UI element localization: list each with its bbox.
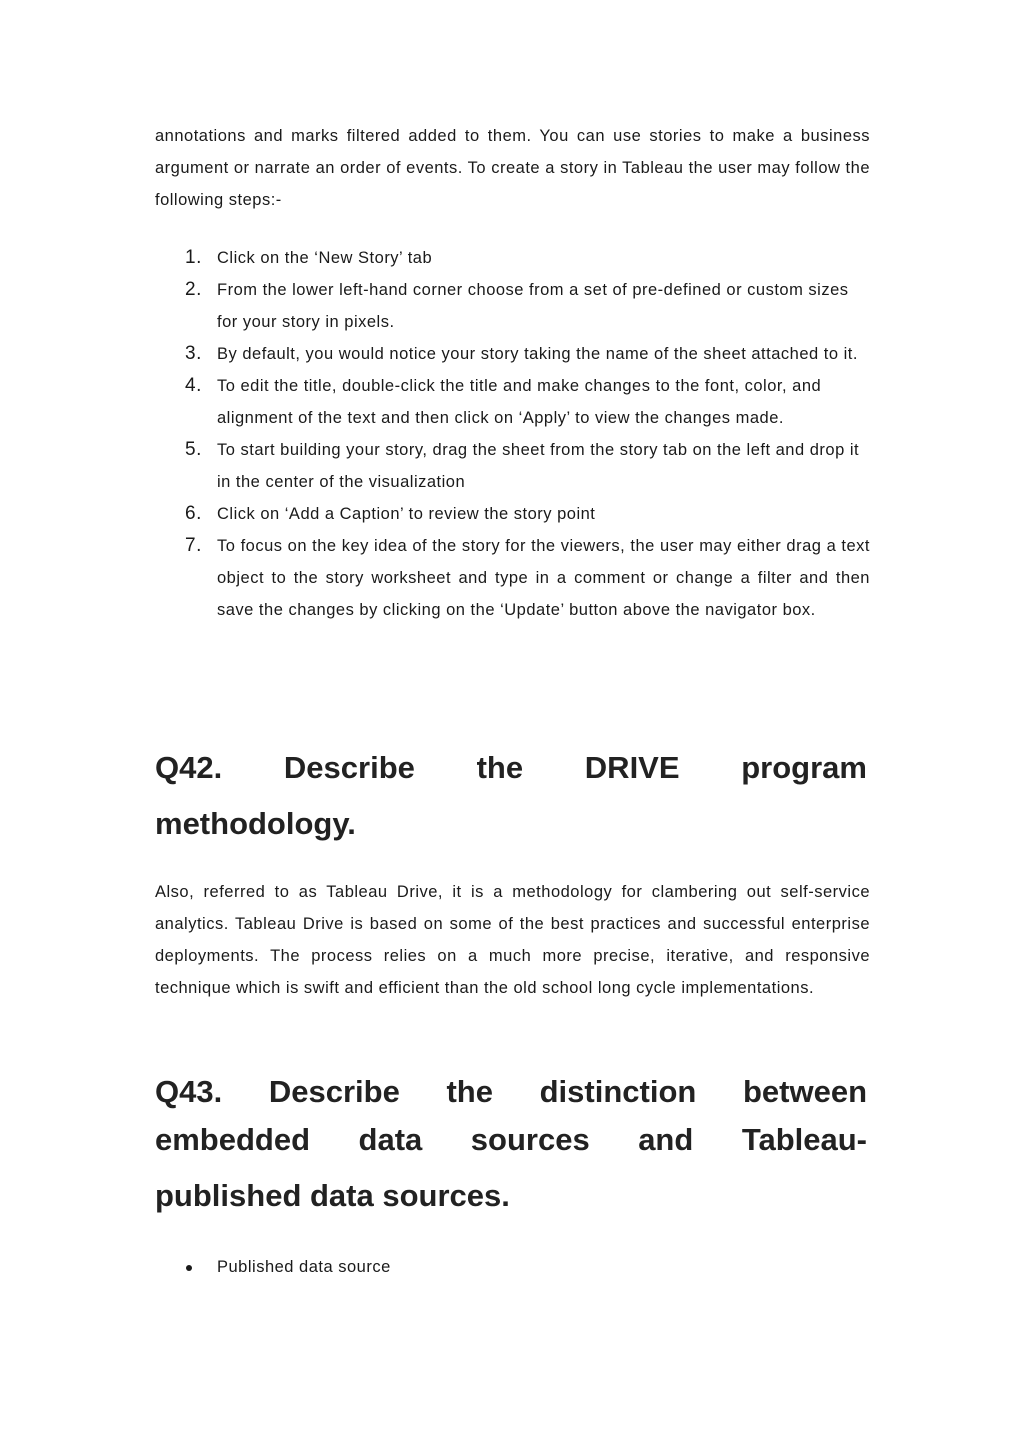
step-number: 5. — [185, 439, 202, 460]
list-item — [155, 530, 870, 626]
list-item — [155, 242, 870, 274]
heading-word: and — [638, 1122, 694, 1157]
q43-heading — [155, 1064, 867, 1224]
step-text: To edit the title, double-click the title and make changes to the font, color, and alignment of the text and then click on ‘Apply’ to view the changes made. — [217, 377, 822, 427]
list-item — [155, 274, 870, 338]
heading-word: Tableau- — [741, 1122, 867, 1157]
heading-line: methodology. — [155, 806, 356, 841]
step-number: 1. — [185, 247, 202, 268]
heading-word: Q43. — [155, 1074, 223, 1109]
bullet-text: Published data source — [217, 1258, 391, 1276]
heading-word: Describe — [268, 1074, 400, 1109]
story-steps-list — [155, 242, 870, 626]
heading-word: between — [742, 1074, 867, 1109]
step-text: To start building your story, drag the sheet from the story tab on the left and drop it in the center of the visualization — [217, 441, 860, 491]
heading-line — [155, 1112, 867, 1168]
bullet-icon — [186, 1265, 192, 1271]
list-item — [155, 498, 870, 530]
heading-word: sources — [470, 1122, 590, 1157]
q42-paragraph: Also, referred to as Tableau Drive, it is a methodology for clambering out self-service analytics. Tableau Drive is based on some of the best practices and successful enterprise deployments. The process relies on a much more precise, iterative, and responsive technique which is swift and efficient than the old school long cycle implementations. — [155, 883, 870, 997]
heading-word: DRIVE — [584, 750, 680, 785]
step-text: To focus on the key idea of the story for the viewers, the user may either drag a text object to the story worksheet and type in a comment or change a filter and then save the changes by clicking on the ‘Update’ button above the navigator box. — [217, 537, 870, 619]
heading-word: Describe — [283, 750, 415, 785]
heading-word: program — [741, 750, 867, 785]
heading-word: distinction — [539, 1074, 697, 1109]
heading-word: embedded — [155, 1122, 311, 1157]
step-text: Click on the ‘New Story’ tab — [217, 249, 433, 267]
step-number: 2. — [185, 279, 202, 300]
step-text: From the lower left-hand corner choose from a set of pre-defined or custom sizes for your story in pixels. — [217, 281, 849, 331]
bullet-list — [155, 1251, 870, 1283]
step-number: 4. — [185, 375, 202, 396]
list-item — [155, 1251, 870, 1283]
step-text: Click on ‘Add a Caption’ to review the story point — [217, 505, 596, 523]
q42-heading — [155, 740, 867, 852]
step-text: By default, you would notice your story taking the name of the sheet attached to it. — [217, 345, 858, 363]
step-number: 7. — [185, 535, 202, 556]
heading-line — [155, 740, 867, 796]
list-item — [155, 434, 870, 498]
list-item — [155, 370, 870, 434]
heading-word: the — [446, 1074, 493, 1109]
intro-paragraph: annotations and marks filtered added to them. You can use stories to make a business argument or narrate an order of events. To create a story in Tableau the user may follow the following steps:- — [155, 127, 870, 209]
step-number: 3. — [185, 343, 202, 364]
heading-line: published data sources. — [155, 1178, 510, 1213]
heading-word: the — [476, 750, 524, 785]
step-number: 6. — [185, 503, 202, 524]
heading-word: Q42. — [155, 750, 223, 785]
heading-word: data — [358, 1122, 423, 1157]
list-item — [155, 338, 870, 370]
